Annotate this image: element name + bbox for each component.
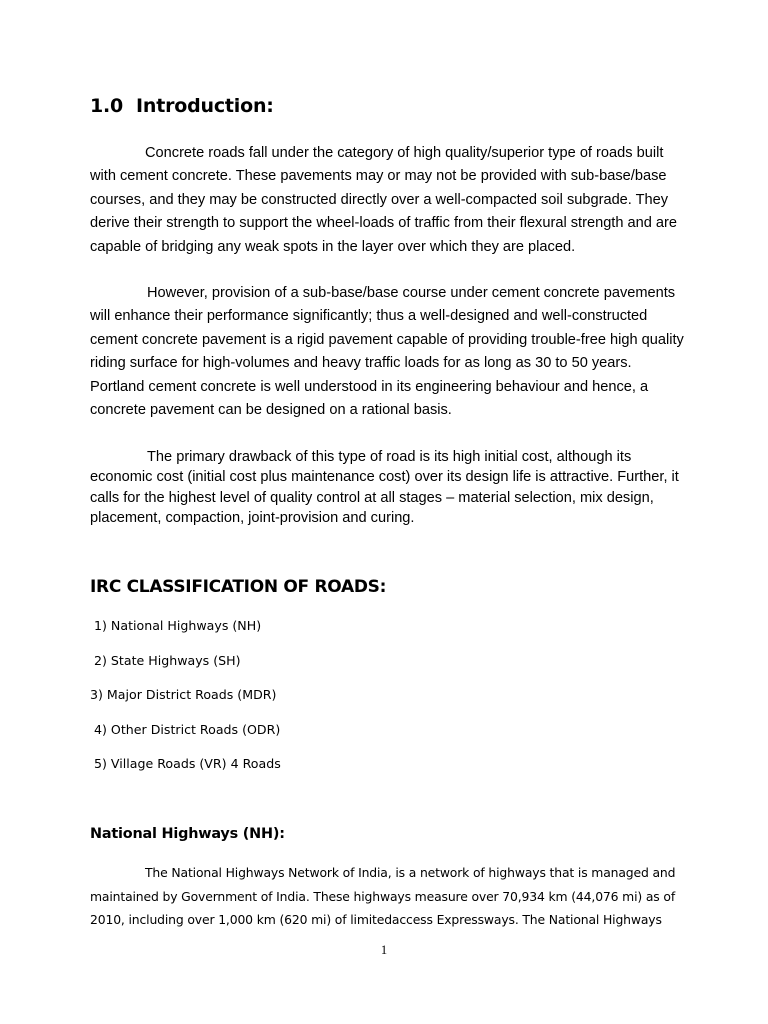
intro-paragraph-2 — [90, 282, 690, 422]
intro-paragraph-3 — [90, 447, 690, 528]
classification-list — [90, 616, 281, 789]
list-item: 3) Major District Roads (MDR) — [90, 687, 277, 703]
page-number: 1 — [380, 943, 388, 957]
list-item: 2) State Highways (SH) — [90, 652, 241, 668]
list-item: 4) Other District Roads (ODR) — [90, 721, 281, 737]
national-highways-paragraph — [90, 861, 690, 932]
intro-paragraph-2-text: However, provision of a sub-base/base course under cement concrete pavements will enhance their performance significantly; thus a well-designed and well-constructed cement concrete pavement is a rigid pavement capable of providing trouble-free high quality riding surface for high-volumes and heavy traffic loads for as long as 30 to 50 years. Portland cement concrete is well understood in its engineering behaviour and hence, a concrete pavement can be designed on a rational basis. — [90, 285, 684, 419]
intro-heading — [90, 95, 274, 117]
intro-heading-number: 1.0 — [90, 95, 124, 117]
intro-paragraph-3-text: The primary drawback of this type of road is its high initial cost, although its economic cost (initial cost plus maintenance cost) over its design life is attractive. Further, it calls for the highest level of quality control at all stages – material selection, mix design, placement, compaction, joint-provision and curing. — [90, 449, 679, 526]
intro-paragraph-1-text: Concrete roads fall under the category of high quality/superior type of roads built with cement concrete. These pavements may or may not be provided with sub-base/base courses, and they may be constructed directly over a well-compacted soil subgrade. They derive their strength to support the wheel-loads of traffic from their flexural strength and are capable of bridging any weak spots in the layer over which they are placed. — [90, 145, 678, 255]
national-highways-paragraph-text: The National Highways Network of India, is a network of highways that is managed and maintained by Government of India. These highways measure over 70,934 km (44,076 mi) as of 2010, including over 1,000 km (620 mi) of limitedaccess Expressways. The National Highways — [90, 865, 676, 927]
intro-heading-title: Introduction: — [136, 95, 274, 117]
list-item: 1) National Highways (NH) — [90, 618, 262, 633]
classification-heading: IRC CLASSIFICATION OF ROADS: — [90, 577, 387, 597]
national-highways-heading: National Highways (NH): — [90, 826, 285, 842]
list-item: 5) Village Roads (VR) 4 Roads — [90, 756, 281, 772]
intro-paragraph-1 — [90, 142, 690, 259]
